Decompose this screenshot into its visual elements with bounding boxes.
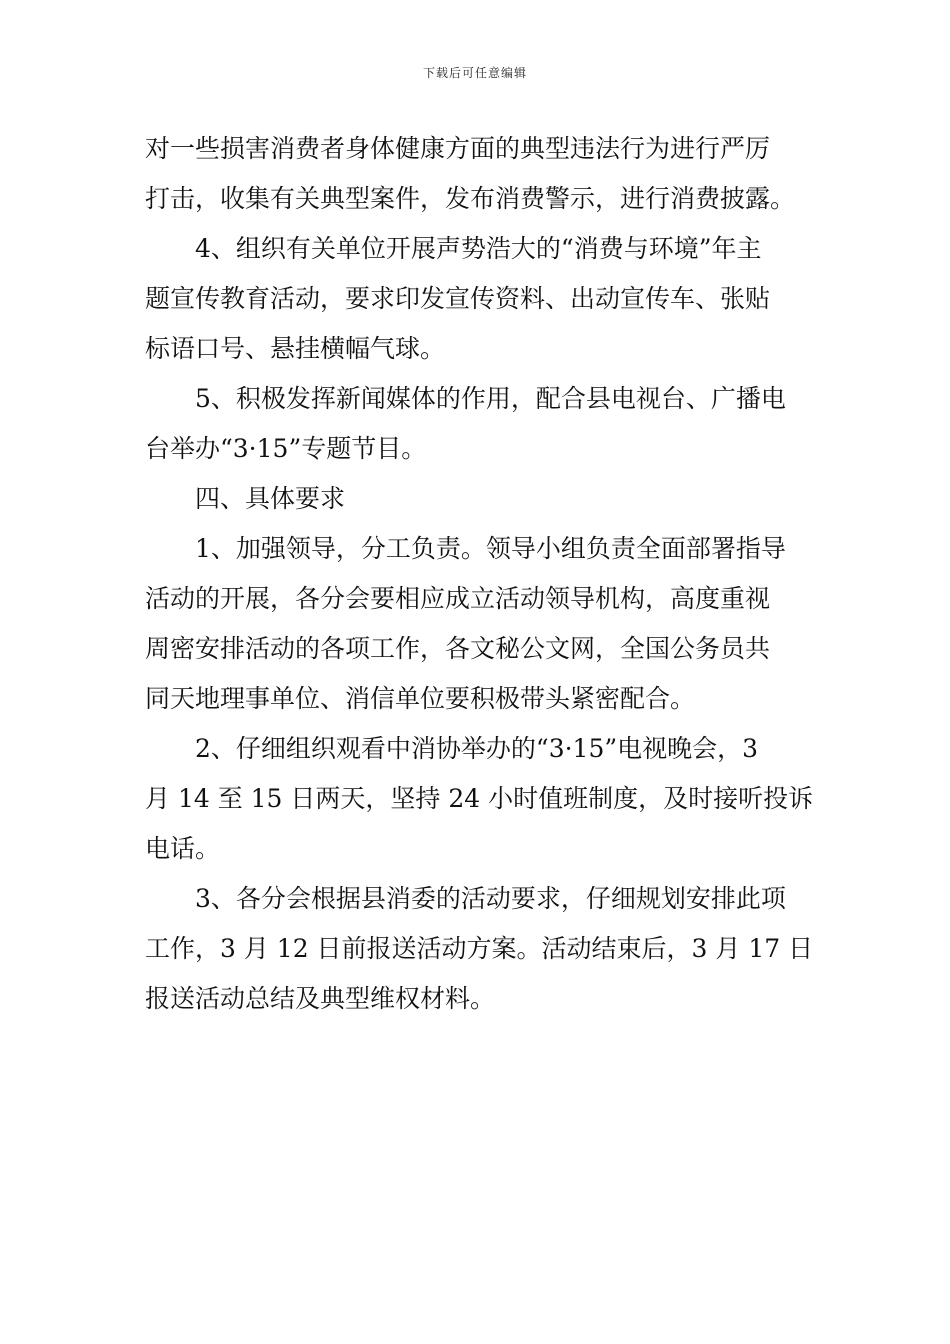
text-line: 3、各分会根据县消委的活动要求，仔细规划安排此项	[195, 884, 786, 913]
text-line: 2、仔细组织观看中消协举办的“3·15”电视晚会，3	[195, 734, 759, 763]
text-line: 打击，收集有关典型案件，发布消费警示，进行消费披露。	[145, 184, 796, 213]
document-body	[145, 124, 814, 1024]
text-line: 题宣传教育活动，要求印发宣传资料、出动宣传车、张贴	[145, 284, 771, 313]
text-line: 对一些损害消费者身体健康方面的典型违法行为进行严厉	[145, 134, 771, 163]
text-line: 月 14 至 15 日两天，坚持 24 小时值班制度，及时接听投诉	[145, 784, 814, 813]
text-line: 1、加强领导，分工负责。领导小组负责全面部署指导	[195, 534, 786, 563]
text-line: 电话。	[145, 834, 221, 863]
text-line: 工作，3 月 12 日前报送活动方案。活动结束后，3 月 17 日	[145, 934, 814, 963]
text-line: 活动的开展，各分会要相应成立活动领导机构，高度重视	[145, 584, 771, 613]
text-line: 同天地理事单位、消信单位要积极带头紧密配合。	[145, 684, 696, 713]
page-header: 下载后可任意编辑	[422, 66, 527, 80]
text-line: 台举办“3·15”专题节目。	[145, 434, 427, 463]
text-line: 报送活动总结及典型维权材料。	[145, 984, 496, 1013]
text-line: 4、组织有关单位开展声势浩大的“消费与环境”年主	[195, 234, 762, 263]
text-line: 周密安排活动的各项工作，各文秘公文网，全国公务员共	[145, 634, 771, 663]
section-heading: 四、具体要求	[195, 484, 346, 513]
text-line: 5、积极发挥新闻媒体的作用，配合县电视台、广播电	[195, 384, 786, 413]
text-line: 标语口号、悬挂横幅气球。	[145, 334, 446, 363]
